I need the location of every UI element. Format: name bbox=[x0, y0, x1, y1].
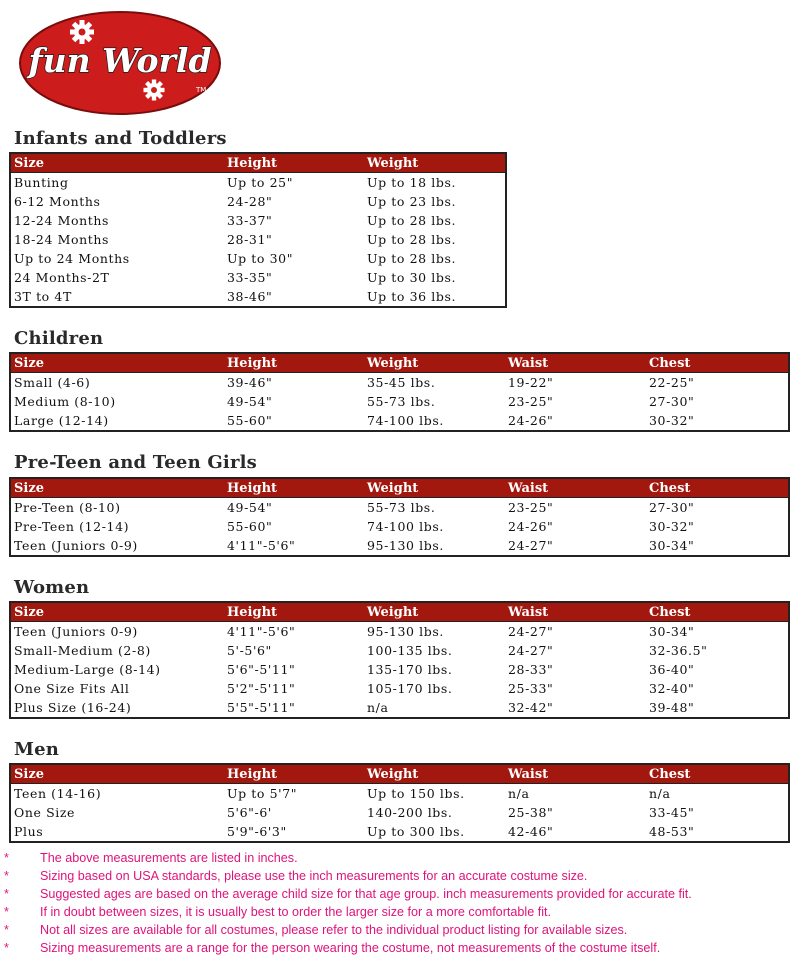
column-header: Weight bbox=[364, 764, 505, 784]
table-cell: 19-22" bbox=[508, 375, 554, 390]
footnote bbox=[4, 922, 692, 940]
table-cell: 25-38" bbox=[508, 805, 554, 820]
table-cell: Large (12-14) bbox=[14, 413, 109, 428]
footnote bbox=[4, 904, 692, 922]
table-cell: 95-130 lbs. bbox=[367, 538, 444, 553]
bullet-star-icon: * bbox=[4, 922, 9, 937]
table-cell: 95-130 lbs. bbox=[367, 624, 444, 639]
table-cell: Up to 30 lbs. bbox=[367, 270, 457, 285]
table-cell: 18-24 Months bbox=[14, 232, 110, 247]
section-title-infants: Infants and Toddlers bbox=[14, 128, 227, 149]
column-header: Weight bbox=[364, 602, 505, 622]
table-cell: 28-31" bbox=[227, 232, 273, 247]
table-cell: 5'9"-6'3" bbox=[227, 824, 287, 839]
table-cell: Up to 24 Months bbox=[14, 251, 130, 266]
table-row bbox=[10, 249, 506, 268]
size-table-children bbox=[9, 352, 790, 432]
section-title-women: Women bbox=[14, 577, 90, 598]
table-cell: 39-46" bbox=[227, 375, 273, 390]
table-cell: Up to 28 lbs. bbox=[367, 213, 457, 228]
footnote-text: The above measurements are listed in inches. bbox=[40, 851, 298, 865]
table-cell: 5'6"-5'11" bbox=[227, 662, 296, 677]
table-row bbox=[10, 536, 789, 556]
table-cell: 39-48" bbox=[649, 700, 695, 715]
size-table-men bbox=[9, 763, 790, 843]
footnote-text: If in doubt between sizes, it is usually best to order the larger size for a more comfortable fit. bbox=[40, 904, 551, 919]
table-cell: 49-54" bbox=[227, 500, 273, 515]
size-table-infants bbox=[9, 152, 507, 308]
table-row bbox=[10, 373, 789, 393]
section-title-preteen: Pre-Teen and Teen Girls bbox=[14, 452, 258, 473]
table-cell: 24-27" bbox=[508, 538, 554, 553]
column-header: Height bbox=[224, 764, 364, 784]
table-cell: 5'5"-5'11" bbox=[227, 700, 296, 715]
table-header-row bbox=[10, 478, 789, 498]
table-cell: Small (4-6) bbox=[14, 375, 91, 390]
table-row bbox=[10, 641, 789, 660]
footnote-text: Sizing measurements are a range for the person wearing the costume, not measurements of the costume itself. bbox=[40, 940, 661, 955]
column-header: Size bbox=[10, 153, 224, 173]
table-row bbox=[10, 679, 789, 698]
table-cell: Up to 36 lbs. bbox=[367, 289, 457, 304]
table-cell: 30-34" bbox=[649, 538, 695, 553]
table-cell: 25-33" bbox=[508, 681, 554, 696]
column-header: Height bbox=[224, 353, 364, 373]
column-header: Size bbox=[10, 602, 224, 622]
table-cell: Up to 150 lbs. bbox=[367, 786, 465, 801]
table-cell: Medium (8-10) bbox=[14, 394, 116, 409]
table-row bbox=[10, 192, 506, 211]
table-cell: 49-54" bbox=[227, 394, 273, 409]
table-row bbox=[10, 392, 789, 411]
column-header: Weight bbox=[364, 153, 506, 173]
bullet-star-icon: * bbox=[4, 940, 9, 955]
table-cell: Up to 28 lbs. bbox=[367, 232, 457, 247]
table-header-row bbox=[10, 764, 789, 784]
table-cell: 23-25" bbox=[508, 500, 554, 515]
table-header-row bbox=[10, 153, 506, 173]
table-cell: 28-33" bbox=[508, 662, 554, 677]
table-row bbox=[10, 498, 789, 518]
table-row bbox=[10, 287, 506, 307]
table-cell: Teen (Juniors 0-9) bbox=[14, 624, 138, 639]
table-header-row bbox=[10, 602, 789, 622]
table-cell: 30-32" bbox=[649, 519, 695, 534]
table-cell: n/a bbox=[367, 700, 389, 715]
logo-wordmark: fun World bbox=[28, 41, 212, 80]
table-cell: 30-34" bbox=[649, 624, 695, 639]
table-row bbox=[10, 822, 789, 842]
table-row bbox=[10, 411, 789, 431]
table-row bbox=[10, 803, 789, 822]
column-header: Chest bbox=[646, 353, 789, 373]
table-cell: Up to 23 lbs. bbox=[367, 194, 457, 209]
bullet-star-icon: * bbox=[4, 851, 9, 865]
table-cell: n/a bbox=[649, 786, 671, 801]
column-header: Size bbox=[10, 764, 224, 784]
column-header: Waist bbox=[505, 478, 646, 498]
table-cell: 32-36.5" bbox=[649, 643, 708, 658]
gear-icon bbox=[144, 80, 165, 101]
table-cell: Up to 28 lbs. bbox=[367, 251, 457, 266]
table-cell: Pre-Teen (8-10) bbox=[14, 500, 121, 515]
table-cell: 5'6"-6' bbox=[227, 805, 272, 820]
table-row bbox=[10, 660, 789, 679]
table-cell: Up to 30" bbox=[227, 251, 294, 266]
table-cell: 140-200 lbs. bbox=[367, 805, 453, 820]
table-cell: Bunting bbox=[14, 175, 69, 190]
table-cell: 55-73 lbs. bbox=[367, 394, 436, 409]
bullet-star-icon: * bbox=[4, 904, 9, 919]
table-cell: 105-170 lbs. bbox=[367, 681, 453, 696]
column-header: Weight bbox=[364, 478, 505, 498]
table-cell: 100-135 lbs. bbox=[367, 643, 453, 658]
table-cell: Small-Medium (2-8) bbox=[14, 643, 151, 658]
column-header: Chest bbox=[646, 478, 789, 498]
footnote bbox=[4, 868, 692, 886]
table-cell: 42-46" bbox=[508, 824, 554, 839]
table-cell: 55-73 lbs. bbox=[367, 500, 436, 515]
table-cell: Plus bbox=[14, 824, 44, 839]
table-cell: Pre-Teen (12-14) bbox=[14, 519, 130, 534]
column-header: Waist bbox=[505, 602, 646, 622]
table-cell: 32-40" bbox=[649, 681, 695, 696]
column-header: Chest bbox=[646, 764, 789, 784]
table-cell: Up to 18 lbs. bbox=[367, 175, 457, 190]
table-cell: 23-25" bbox=[508, 394, 554, 409]
table-cell: Up to 25" bbox=[227, 175, 294, 190]
table-cell: 27-30" bbox=[649, 500, 695, 515]
table-cell: 5'2"-5'11" bbox=[227, 681, 296, 696]
table-cell: 30-32" bbox=[649, 413, 695, 428]
footnotes bbox=[4, 850, 692, 957]
table-header-row bbox=[10, 353, 789, 373]
table-cell: 5'-5'6" bbox=[227, 643, 272, 658]
footnote bbox=[4, 940, 692, 958]
table-row bbox=[10, 784, 789, 804]
table-cell: 35-45 lbs. bbox=[367, 375, 436, 390]
column-header: Weight bbox=[364, 353, 505, 373]
table-row bbox=[10, 173, 506, 193]
table-row bbox=[10, 211, 506, 230]
bullet-star-icon: * bbox=[4, 886, 9, 901]
table-cell: 6-12 Months bbox=[14, 194, 101, 209]
logo-trademark: TM bbox=[196, 86, 207, 94]
footnote-text: Suggested ages are based on the average child size for that age group. inch measurements provided for accurate fit. bbox=[40, 886, 692, 901]
table-cell: 32-42" bbox=[508, 700, 554, 715]
table-cell: 36-40" bbox=[649, 662, 695, 677]
table-cell: 74-100 lbs. bbox=[367, 519, 444, 534]
column-header: Size bbox=[10, 353, 224, 373]
bullet-star-icon: * bbox=[4, 868, 9, 883]
table-cell: Medium-Large (8-14) bbox=[14, 662, 161, 677]
column-header: Height bbox=[224, 478, 364, 498]
table-cell: 27-30" bbox=[649, 394, 695, 409]
table-cell: 48-53" bbox=[649, 824, 695, 839]
column-header: Height bbox=[224, 602, 364, 622]
table-row bbox=[10, 268, 506, 287]
table-cell: 55-60" bbox=[227, 519, 273, 534]
footnote bbox=[4, 886, 692, 904]
table-cell: 12-24 Months bbox=[14, 213, 110, 228]
footnote bbox=[4, 850, 692, 868]
table-cell: 24-27" bbox=[508, 624, 554, 639]
size-table-preteen bbox=[9, 477, 790, 557]
table-cell: One Size bbox=[14, 805, 76, 820]
column-header: Waist bbox=[505, 764, 646, 784]
table-cell: 74-100 lbs. bbox=[367, 413, 444, 428]
table-cell: Teen (14-16) bbox=[14, 786, 102, 801]
table-row bbox=[10, 622, 789, 642]
table-cell: n/a bbox=[508, 786, 530, 801]
column-header: Waist bbox=[505, 353, 646, 373]
table-cell: 24 Months-2T bbox=[14, 270, 110, 285]
column-header: Height bbox=[224, 153, 364, 173]
table-cell: 24-26" bbox=[508, 519, 554, 534]
table-cell: 33-35" bbox=[227, 270, 273, 285]
footnote-text: Sizing based on USA standards, please use the inch measurements for an accurate costume size. bbox=[40, 868, 588, 883]
table-cell: Up to 5'7" bbox=[227, 786, 298, 801]
table-cell: 33-45" bbox=[649, 805, 695, 820]
table-row bbox=[10, 698, 789, 718]
table-cell: 38-46" bbox=[227, 289, 273, 304]
table-cell: 24-28" bbox=[227, 194, 273, 209]
table-cell: 4'11"-5'6" bbox=[227, 538, 296, 553]
table-cell: 3T to 4T bbox=[14, 289, 72, 304]
table-row bbox=[10, 517, 789, 536]
table-cell: Up to 300 lbs. bbox=[367, 824, 465, 839]
footnote-text: Not all sizes are available for all costumes, please refer to the individual product listing for available sizes. bbox=[40, 922, 628, 937]
table-cell: Teen (Juniors 0-9) bbox=[14, 538, 138, 553]
fun-world-logo bbox=[18, 10, 222, 116]
table-cell: 55-60" bbox=[227, 413, 273, 428]
column-header: Chest bbox=[646, 602, 789, 622]
section-title-children: Children bbox=[14, 328, 104, 349]
table-cell: 24-27" bbox=[508, 643, 554, 658]
table-cell: 4'11"-5'6" bbox=[227, 624, 296, 639]
table-cell: 24-26" bbox=[508, 413, 554, 428]
section-title-men: Men bbox=[14, 739, 60, 760]
table-cell: One Size Fits All bbox=[14, 681, 130, 696]
table-cell: 135-170 lbs. bbox=[367, 662, 453, 677]
table-cell: 33-37" bbox=[227, 213, 273, 228]
table-row bbox=[10, 230, 506, 249]
column-header: Size bbox=[10, 478, 224, 498]
table-cell: 22-25" bbox=[649, 375, 695, 390]
table-cell: Plus Size (16-24) bbox=[14, 700, 132, 715]
size-table-women bbox=[9, 601, 790, 719]
